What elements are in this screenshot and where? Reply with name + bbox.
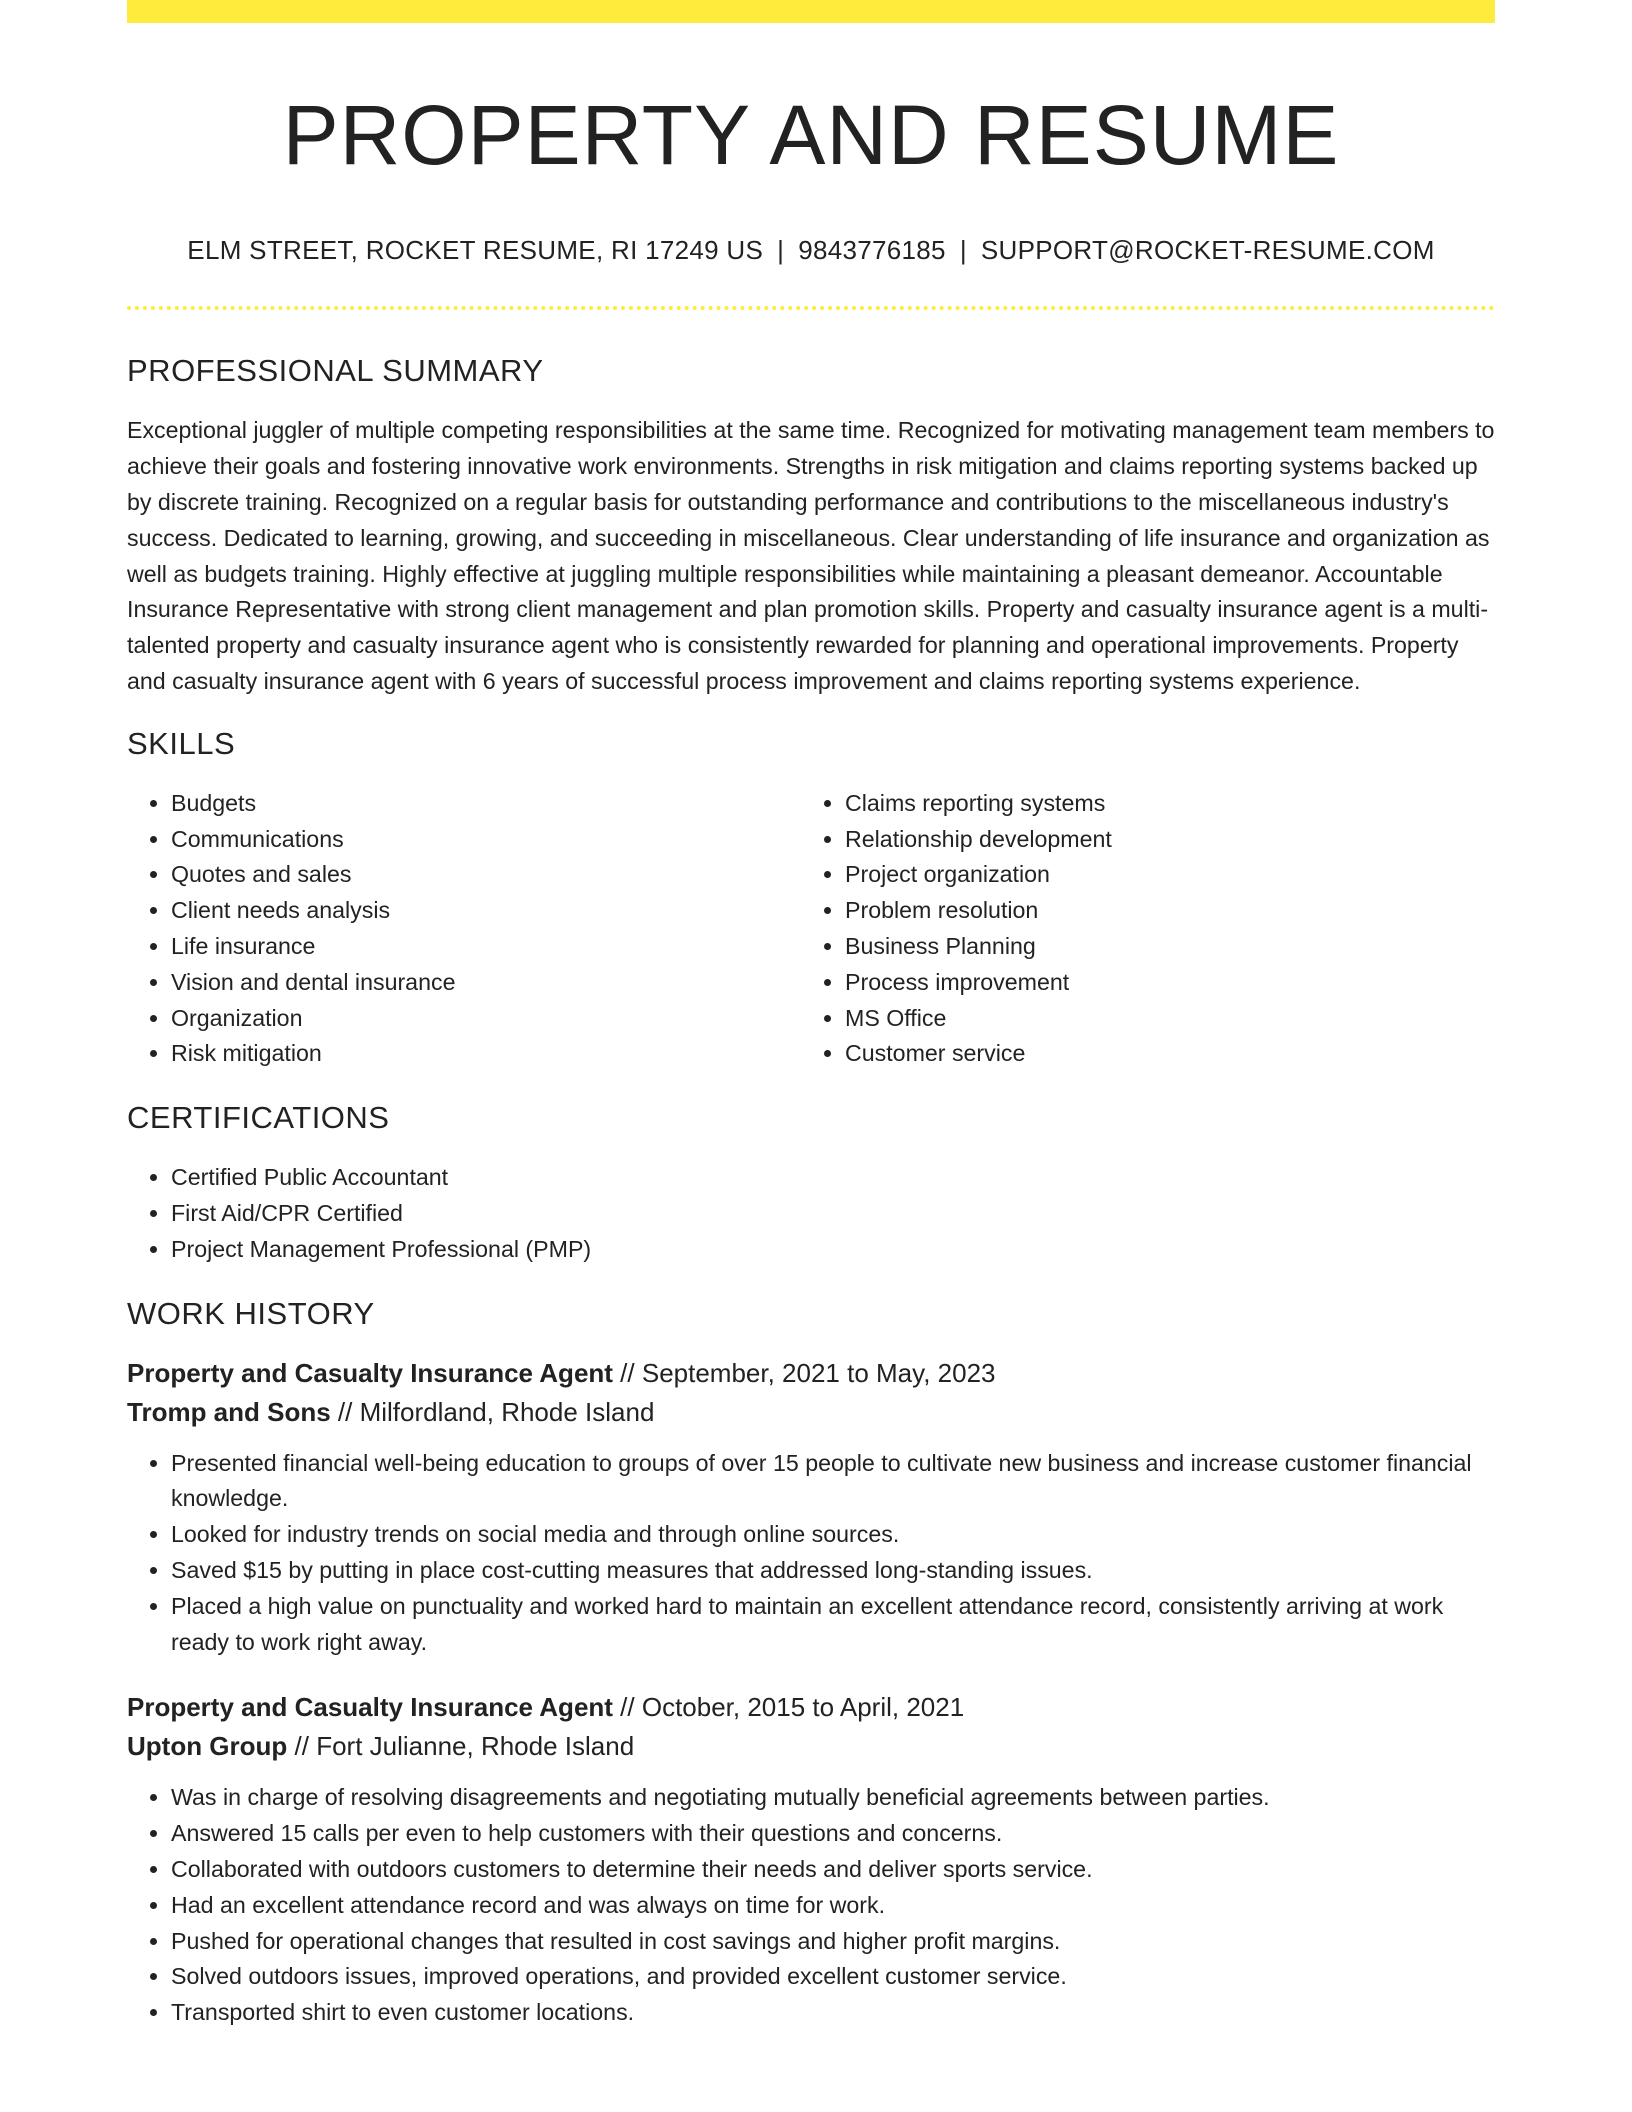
resume-content: [127, 0, 1495, 2031]
skill-item: • Relationship development: [845, 822, 1475, 858]
job-bullet: • Answered 15 calls per even to help customers with their questions and concerns.: [171, 1816, 1495, 1852]
certification-item: • First Aid/CPR Certified: [171, 1196, 1495, 1232]
job-bullet: • Transported shirt to even customer locations.: [171, 1995, 1495, 2031]
job-bullet: • Looked for industry trends on social media and through online sources.: [171, 1517, 1495, 1553]
job-company: Upton Group: [127, 1731, 288, 1762]
skill-item: • Risk mitigation: [171, 1036, 801, 1072]
job-location: // Milfordland, Rhode Island: [330, 1396, 655, 1427]
skill-item: • Process improvement: [845, 965, 1475, 1001]
job-position: Property and Casualty Insurance Agent: [127, 1357, 613, 1388]
job-company: Tromp and Sons: [127, 1396, 331, 1427]
job-bullets: [127, 1780, 1495, 2031]
summary-text: Exceptional juggler of multiple competing responsibilities at the same time. Recognized for motivating management team members to achieve their goals and fostering innovative work environments. Strengths in risk mitigation and claims reporting systems backed up by discrete training. Recognized on a regular basis for outstanding performance and contributions to the miscellaneous industry's success. Dedicated to learning, growing, and succeeding in miscellaneous. Clear understanding of life insurance and organization as well as budgets training. Highly effective at juggling multiple responsibilities while maintaining a pleasant demeanor. Accountable Insurance Representative with strong client management and plan promotion skills. Property and casualty insurance agent is a multi-talented property and casualty insurance agent who is consistently rewarded for planning and operational improvements. Property and casualty insurance agent with 6 years of successful process improvement and claims reporting systems experience.: [127, 417, 1495, 694]
work-history-heading: WORK HISTORY: [127, 1295, 375, 1331]
top-accent-bar: [127, 0, 1495, 23]
summary-heading: PROFESSIONAL SUMMARY: [127, 353, 544, 389]
skill-item: • Life insurance: [171, 929, 801, 965]
job-location: // Fort Julianne, Rhode Island: [287, 1731, 635, 1762]
job-bullets: [127, 1446, 1495, 1661]
skill-item: • Client needs analysis: [171, 893, 801, 929]
skill-item: • Problem resolution: [845, 893, 1475, 929]
skill-item: • Quotes and sales: [171, 857, 801, 893]
contact-line: [127, 235, 1495, 266]
dotted-divider: [127, 306, 1495, 310]
skills-heading: SKILLS: [127, 725, 236, 761]
candidate-name: PROPERTY AND RESUME: [282, 88, 1340, 182]
job-bullet: • Placed a high value on punctuality and worked hard to maintain an excellent attendance record, consistently arriving at work ready to work right away.: [171, 1589, 1495, 1661]
phone: 9843776185: [798, 235, 946, 266]
job-entry: [127, 1354, 1495, 1661]
job-bullet: • Presented financial well-being education to groups of over 15 people to cultivate new business and increase customer financial knowledge.: [171, 1446, 1495, 1518]
job-bullet: • Solved outdoors issues, improved operations, and provided excellent customer service.: [171, 1959, 1495, 1995]
job-dates: // September, 2021 to May, 2023: [612, 1357, 996, 1388]
skill-item: • Communications: [171, 822, 801, 858]
job-bullet: • Saved $15 by putting in place cost-cutting measures that addressed long-standing issues.: [171, 1553, 1495, 1589]
skill-item: • Vision and dental insurance: [171, 965, 801, 1001]
skill-item: • Organization: [171, 1001, 801, 1037]
job-bullet: • Was in charge of resolving disagreements and negotiating mutually beneficial agreements between parties.: [171, 1780, 1495, 1816]
job-title-line: [127, 1688, 1495, 1727]
job-bullet: • Collaborated with outdoors customers to determine their needs and deliver sports service.: [171, 1852, 1495, 1888]
separator: |: [777, 235, 785, 266]
address: ELM STREET, ROCKET RESUME, RI 17249 US: [187, 235, 764, 266]
certifications-list: [127, 1160, 1495, 1267]
skills-columns: [127, 786, 1495, 1072]
skill-item: • MS Office: [845, 1001, 1475, 1037]
separator: |: [959, 235, 967, 266]
skill-item: • Project organization: [845, 857, 1475, 893]
job-bullet: • Pushed for operational changes that resulted in cost savings and higher profit margins.: [171, 1924, 1495, 1960]
job-company-line: [127, 1727, 1495, 1766]
skills-list-left: [127, 786, 801, 1072]
job-dates: // October, 2015 to April, 2021: [612, 1692, 965, 1723]
skill-item: • Claims reporting systems: [845, 786, 1475, 822]
skill-item: • Customer service: [845, 1036, 1475, 1072]
job-position: Property and Casualty Insurance Agent: [127, 1692, 613, 1723]
job-title-line: [127, 1354, 1495, 1393]
certifications-heading: CERTIFICATIONS: [127, 1100, 390, 1136]
job-company-line: [127, 1393, 1495, 1432]
skills-list-right: [801, 786, 1475, 1072]
job-bullet: • Had an excellent attendance record and was always on time for work.: [171, 1888, 1495, 1924]
skill-item: • Business Planning: [845, 929, 1475, 965]
job-entry: [127, 1688, 1495, 2031]
email: SUPPORT@ROCKET-RESUME.COM: [980, 235, 1435, 266]
certification-item: • Certified Public Accountant: [171, 1160, 1495, 1196]
certification-item: • Project Management Professional (PMP): [171, 1232, 1495, 1268]
skill-item: • Budgets: [171, 786, 801, 822]
